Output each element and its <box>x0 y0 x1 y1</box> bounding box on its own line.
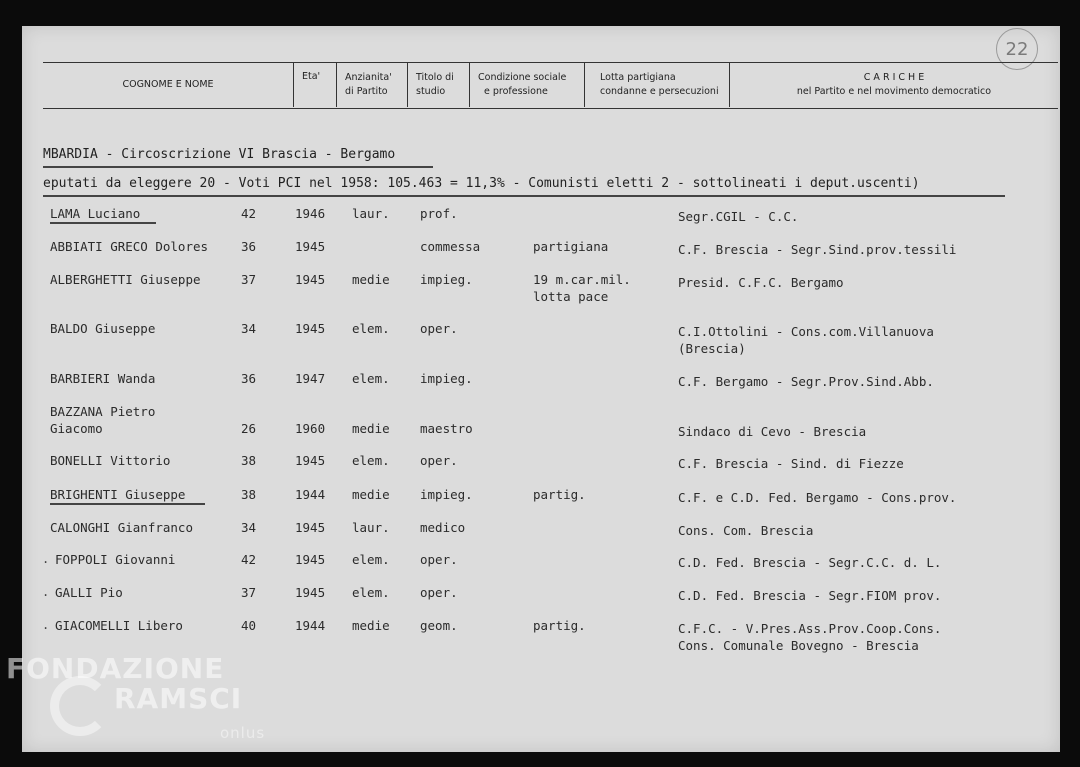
header-struggle: Lotta partigiana condanne e persecuzioni <box>600 71 719 97</box>
party-office: Segr.CGIL - C.C. <box>678 209 799 224</box>
candidate-name: BAZZANA Pietro <box>50 404 156 419</box>
candidate-age: 34 <box>241 321 257 336</box>
outgoing-deputy-underline <box>50 503 205 505</box>
candidate-name: BALDO Giuseppe <box>50 321 156 336</box>
candidate-age: 36 <box>241 371 257 386</box>
header-offices: C A R I C H E nel Partito e nel movimento democratico <box>796 71 992 97</box>
party-office: C.D. Fed. Brescia - Segr.C.C. d. L. <box>678 555 942 570</box>
study-title: medie <box>352 272 390 287</box>
candidate-name: FOPPOLI Giovanni <box>55 552 176 567</box>
summary-underline <box>43 195 1005 197</box>
header-divider <box>584 62 585 107</box>
study-title: medie <box>352 618 390 633</box>
candidate-age: 42 <box>241 552 257 567</box>
candidate-name: GIACOMELLI Libero <box>55 618 183 633</box>
party-office: C.I.Ottolini - Cons.com.Villanuova <box>678 324 934 339</box>
candidate-age: 34 <box>241 520 257 535</box>
party-seniority: 1945 <box>295 272 326 287</box>
profession: maestro <box>420 421 473 436</box>
profession: oper. <box>420 321 458 336</box>
study-title: elem. <box>352 321 390 336</box>
party-seniority: 1946 <box>295 206 326 221</box>
profession: geom. <box>420 618 458 633</box>
section-region: MBARDIA - Circoscrizione VI Brascia - Bergamo <box>43 147 396 162</box>
partisan-struggle: partig. <box>533 618 586 633</box>
candidate-name: GALLI Pio <box>55 585 123 600</box>
study-title: medie <box>352 487 390 502</box>
study-title: laur. <box>352 206 390 221</box>
party-office: Presid. C.F.C. Bergamo <box>678 275 844 290</box>
candidate-name: LAMA Luciano <box>50 206 141 221</box>
party-office: Sindaco di Cevo - Brescia <box>678 424 867 439</box>
logo-g-mark <box>50 676 110 736</box>
profession: oper. <box>420 552 458 567</box>
profession: oper. <box>420 453 458 468</box>
study-title: elem. <box>352 453 390 468</box>
row-marker: . <box>42 585 50 599</box>
profession: impieg. <box>420 272 473 287</box>
party-seniority: 1944 <box>295 618 326 633</box>
candidate-name: BARBIERI Wanda <box>50 371 156 386</box>
party-seniority: 1944 <box>295 487 326 502</box>
party-office: C.D. Fed. Brescia - Segr.FIOM prov. <box>678 588 942 603</box>
party-seniority: 1945 <box>295 585 326 600</box>
profession: oper. <box>420 585 458 600</box>
study-title: elem. <box>352 371 390 386</box>
outgoing-deputy-underline <box>50 222 156 224</box>
header-divider <box>293 62 294 107</box>
study-title: laur. <box>352 520 390 535</box>
candidate-age: 26 <box>241 421 257 436</box>
party-office: C.F. Brescia - Segr.Sind.prov.tessili <box>678 242 957 257</box>
party-seniority: 1960 <box>295 421 326 436</box>
candidate-name: ALBERGHETTI Giuseppe <box>50 272 201 287</box>
page-number: 22 <box>996 28 1038 70</box>
study-title: elem. <box>352 552 390 567</box>
party-office: (Brescia) <box>678 341 746 356</box>
candidate-age: 42 <box>241 206 257 221</box>
header-social: Condizione sociale e professione <box>478 71 567 97</box>
profession: impieg. <box>420 371 473 386</box>
candidate-age: 37 <box>241 585 257 600</box>
header-seniority: Anzianita' di Partito <box>345 71 392 97</box>
candidate-age: 38 <box>241 453 257 468</box>
partisan-struggle: 19 m.car.mil. <box>533 272 631 287</box>
profession: commessa <box>420 239 481 254</box>
party-seniority: 1945 <box>295 520 326 535</box>
party-seniority: 1947 <box>295 371 326 386</box>
party-office: C.F. Bergamo - Segr.Prov.Sind.Abb. <box>678 374 934 389</box>
candidate-name: CALONGHI Gianfranco <box>50 520 193 535</box>
profession: impieg. <box>420 487 473 502</box>
header-name: COGNOME E NOME <box>122 78 214 90</box>
header-study: Titolo di studio <box>416 71 454 97</box>
row-marker: . <box>42 552 50 566</box>
candidate-name: BRIGHENTI Giuseppe <box>50 487 186 502</box>
partisan-struggle: lotta pace <box>533 289 609 304</box>
study-title: elem. <box>352 585 390 600</box>
profession: medico <box>420 520 466 535</box>
party-office: C.F. Brescia - Sind. di Fiezze <box>678 456 904 471</box>
header-age: Eta' <box>302 70 321 82</box>
party-office: C.F.C. - V.Pres.Ass.Prov.Coop.Cons. <box>678 621 942 636</box>
party-seniority: 1945 <box>295 321 326 336</box>
profession: prof. <box>420 206 458 221</box>
header-divider <box>729 62 730 107</box>
candidate-name: BONELLI Vittorio <box>50 453 171 468</box>
party-seniority: 1945 <box>295 552 326 567</box>
partisan-struggle: partigiana <box>533 239 609 254</box>
candidate-name: ABBIATI GRECO Dolores <box>50 239 209 254</box>
candidate-age: 37 <box>241 272 257 287</box>
candidate-age: 36 <box>241 239 257 254</box>
party-seniority: 1945 <box>295 453 326 468</box>
row-marker: . <box>42 618 50 632</box>
section-summary: eputati da eleggere 20 - Voti PCI nel 1958: 105.463 = 11,3% - Comunisti eletti 2 - sottolineati i deput.uscenti) <box>43 176 920 191</box>
partisan-struggle: partig. <box>533 487 586 502</box>
region-underline <box>43 166 433 168</box>
candidate-age: 38 <box>241 487 257 502</box>
candidate-age: 40 <box>241 618 257 633</box>
candidate-name: Giacomo <box>50 421 103 436</box>
party-office: Cons. Com. Brescia <box>678 523 814 538</box>
party-office: C.F. e C.D. Fed. Bergamo - Cons.prov. <box>678 490 957 505</box>
party-office: Cons. Comunale Bovegno - Brescia <box>678 638 919 653</box>
party-seniority: 1945 <box>295 239 326 254</box>
study-title: medie <box>352 421 390 436</box>
header-divider <box>407 62 408 107</box>
header-divider <box>336 62 337 107</box>
